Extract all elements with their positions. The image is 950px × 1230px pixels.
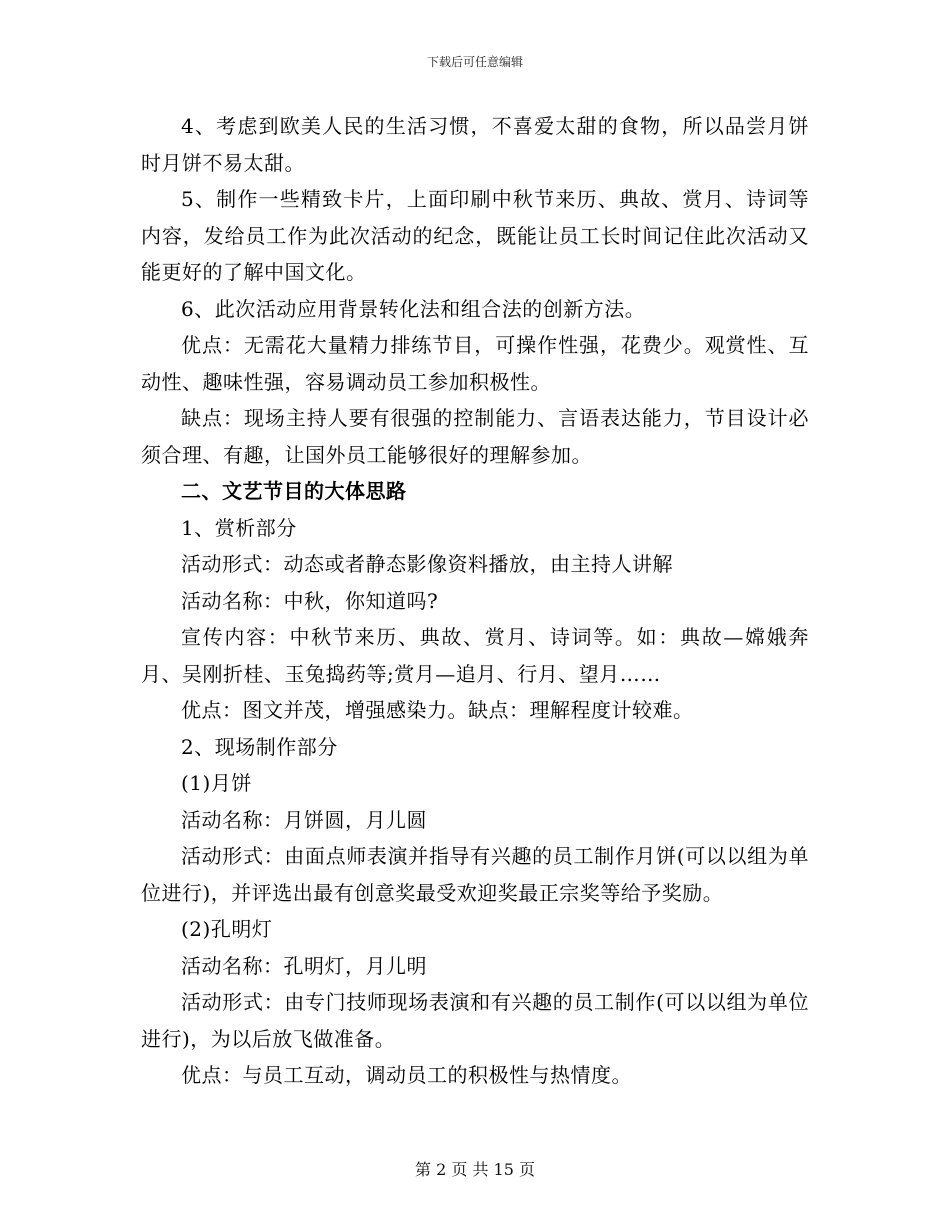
document-body [141,108,809,1094]
paragraph-lantern-name: 活动名称：孔明灯，月儿明 [181,953,427,978]
paragraph-disadvantages: 缺点：现场主持人要有很强的控制能力、言语表达能力，节目设计必须合理、有趣，让国外员工能够很好的理解参加。 [141,406,809,467]
paragraph-activity-form: 活动形式：动态或者静态影像资料播放，由主持人讲解 [181,552,673,576]
paragraph-item-5: 5、制作一些精致卡片，上面印刷中秋节来历、典故、赏月、诗词等内容，发给员工作为此次活动的纪念，既能让员工长时间记住此次活动又能更好的了解中国文化。 [141,187,809,284]
subsection-appreciation: 1、赏析部分 [181,515,297,540]
paragraph-item-4: 4、考虑到欧美人民的生活习惯，不喜爱太甜的食物，所以品尝月饼时月饼不易太甜。 [141,114,809,175]
paragraph-mooncake-name: 活动名称：月饼圆，月儿圆 [181,807,427,832]
page-header: 下载后可任意编辑 [426,55,523,69]
paragraph-mooncake-form: 活动形式：由面点师表演并指导有兴趣的员工制作月饼(可以以组为单位进行)，并评选出最有创意奖最受欢迎奖最正宗奖等给予奖励。 [141,844,809,905]
item-lantern: (2)孔明灯 [181,917,273,941]
paragraph-activity-name: 活动名称：中秋，你知道吗? [181,588,439,613]
page-footer: 第 2 页 共 15 页 [415,1160,535,1179]
paragraph-promo-content: 宣传内容：中秋节来历、典故、赏月、诗词等。如：典故—嫦娥奔月、吴刚折桂、玉兔捣药等;赏月—追月、行月、望月…… [141,625,809,686]
paragraph-lantern-advantages: 优点：与员工互动，调动员工的积极性与热情度。 [181,1063,632,1087]
paragraph-item-6: 6、此次活动应用背景转化法和组合法的创新方法。 [181,296,646,321]
item-mooncake: (1)月饼 [181,771,252,795]
subsection-onsite: 2、现场制作部分 [181,734,338,759]
paragraph-advantages: 优点：无需花大量精力排练节目，可操作性强，花费少。观赏性、互动性、趣味性强，容易调动员工参加积极性。 [141,333,809,394]
paragraph-lantern-form: 活动形式：由专门技师现场表演和有兴趣的员工制作(可以以组为单位进行)，为以后放飞做准备。 [141,990,809,1051]
paragraph-pros-cons: 优点：图文并茂，增强感染力。缺点：理解程度计较难。 [181,698,694,722]
section-heading: 二、文艺节目的大体思路 [181,479,407,503]
